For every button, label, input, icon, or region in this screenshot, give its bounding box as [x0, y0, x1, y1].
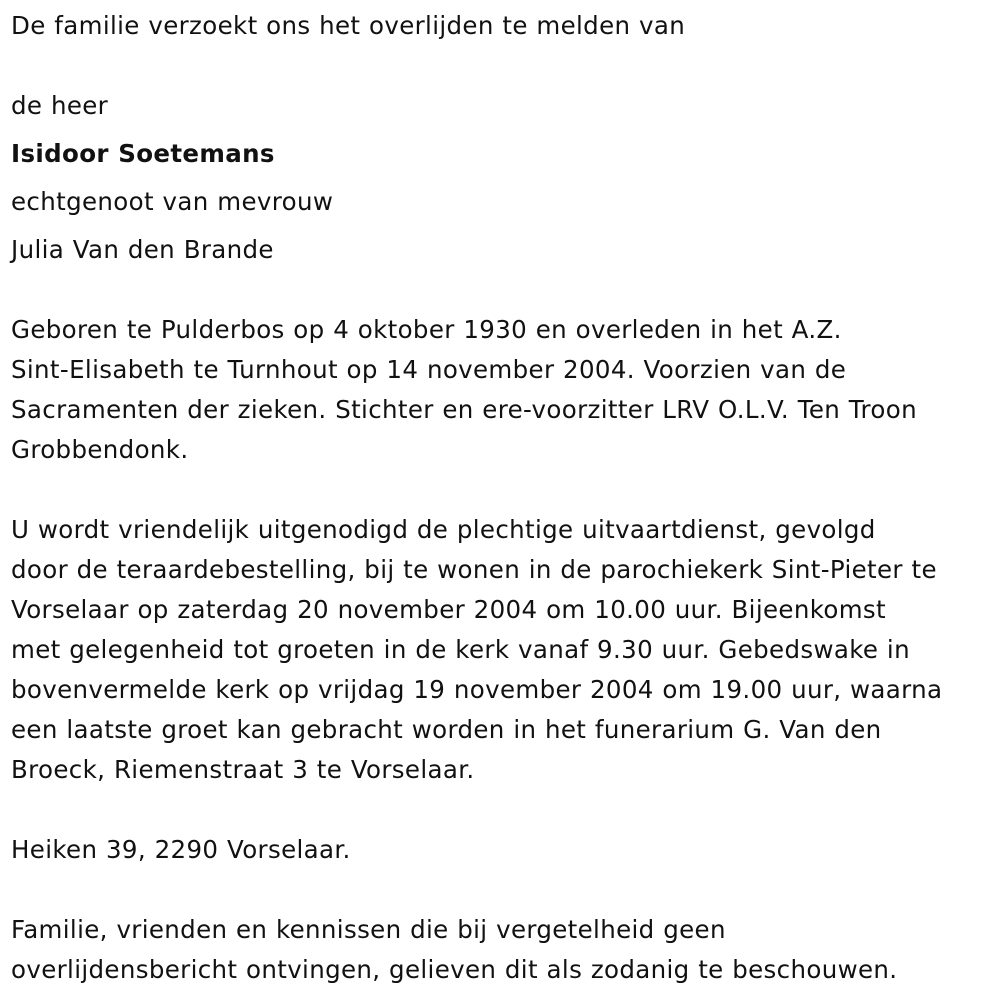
deceased-name: Isidoor Soetemans [11, 139, 275, 168]
spouse-name: Julia Van den Brande [11, 235, 274, 264]
deceased-title: de heer [11, 91, 109, 120]
paragraph-line: Broeck, Riemenstraat 3 te Vorselaar. [11, 755, 475, 784]
paragraph-line: Familie, vrienden en kennissen die bij vergetelheid geen [11, 915, 726, 944]
home-address [11, 830, 996, 870]
paragraph-line: Vorselaar op zaterdag 20 november 2004 om 10.00 uur. Bijeenkomst [11, 595, 886, 624]
intro-text: De familie verzoekt ons het overlijden te melden van [11, 11, 686, 40]
notice-paragraph [11, 910, 996, 990]
paragraph-line: door de teraardebestelling, bij te wonen in de parochiekerk Sint-Pieter te [11, 555, 937, 584]
paragraph-line: U wordt vriendelijk uitgenodigd de plechtige uitvaartdienst, gevolgd [11, 515, 876, 544]
paragraph-line: Sacramenten der zieken. Stichter en ere-voorzitter LRV O.L.V. Ten Troon [11, 395, 917, 424]
paragraph-line: overlijdensbericht ontvingen, gelieven dit als zodanig te beschouwen. [11, 955, 898, 984]
paragraph-line: Sint-Elisabeth te Turnhout op 14 november 2004. Voorzien van de [11, 355, 847, 384]
paragraph-line: met gelegenheid tot groeten in de kerk vanaf 9.30 uur. Gebedswake in [11, 635, 910, 664]
address-line: Heiken 39, 2290 Vorselaar. [11, 835, 351, 864]
paragraph-line: Geboren te Pulderbos op 4 oktober 1930 en overleden in het A.Z. [11, 315, 842, 344]
paragraph-line: bovenvermelde kerk op vrijdag 19 november 2004 om 19.00 uur, waarna [11, 675, 943, 704]
funeral-paragraph [11, 510, 996, 790]
spouse-label: echtgenoot van mevrouw [11, 187, 334, 216]
paragraph-line: een laatste groet kan gebracht worden in het funerarium G. Van den [11, 715, 882, 744]
birth-death-paragraph [11, 310, 996, 470]
paragraph-line: Grobbendonk. [11, 435, 189, 464]
